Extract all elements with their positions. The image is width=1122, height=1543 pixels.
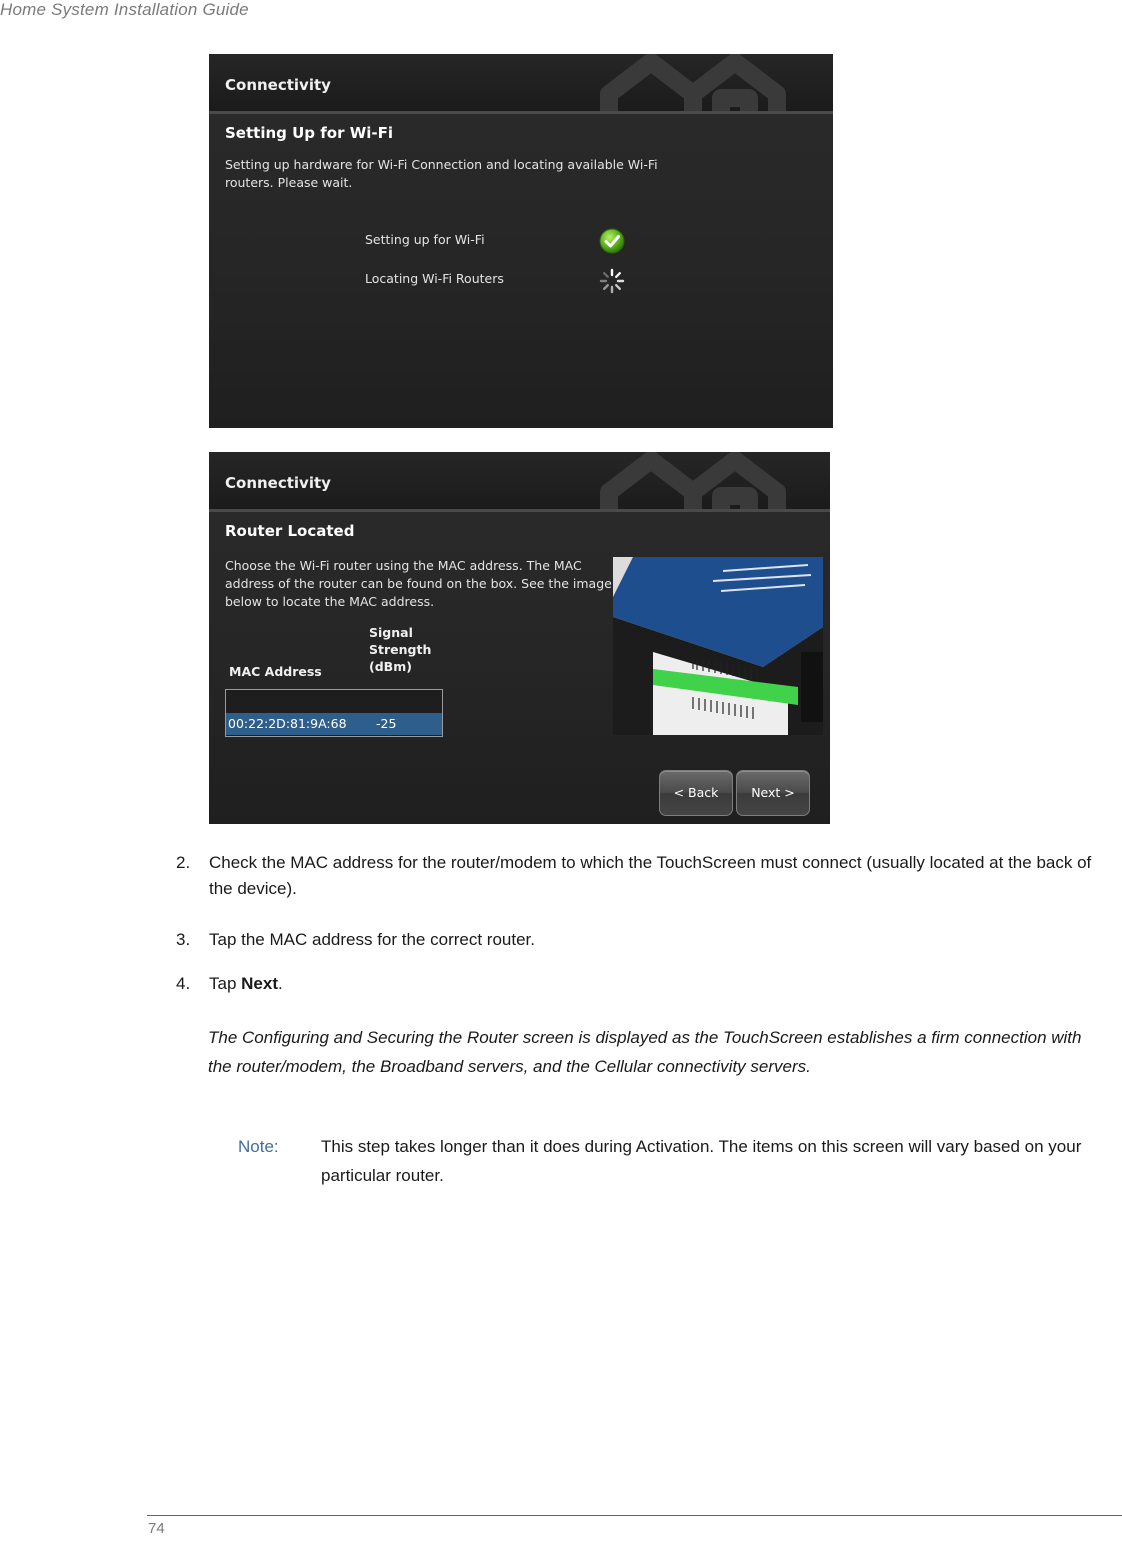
result-paragraph: The Configuring and Securing the Router screen is displayed as the TouchScreen establishes a firm connection with the router/modem, the Broadband servers, and the Cellular connectivity servers. <box>208 1028 1082 1076</box>
status-label-setup: Setting up for Wi-Fi <box>365 232 485 247</box>
router-row[interactable] <box>226 713 442 735</box>
step-item <box>176 971 1106 997</box>
house-logo-icon <box>589 54 799 111</box>
router-signal-strength: -25 <box>376 716 397 731</box>
step-text: Tap the MAC address for the correct router. <box>209 930 535 949</box>
app-title: Connectivity <box>225 474 331 492</box>
screen-description: Choose the Wi-Fi router using the MAC address. The MAC address of the router can be found on the box. See the image below to locate the MAC address. <box>225 558 612 609</box>
next-button[interactable]: Next > <box>736 770 810 816</box>
step-text: Check the MAC address for the router/modem to which the TouchScreen must connect (usually located at the back of the device). <box>209 853 1092 898</box>
app-title: Connectivity <box>225 76 331 94</box>
step-text-bold: Next <box>241 974 278 993</box>
house-logo-icon <box>589 452 799 509</box>
step-number: 3. <box>176 930 191 949</box>
column-header-signal: Signal Strength (dBm) <box>369 625 432 674</box>
step-number: 2. <box>176 853 191 872</box>
check-icon <box>599 228 625 254</box>
footer-divider <box>147 1515 1122 1516</box>
screen-description: Setting up hardware for Wi-Fi Connection and locating available Wi-Fi routers. Please wait. <box>225 157 658 190</box>
step-item <box>176 850 1106 902</box>
title-bar <box>209 452 830 512</box>
instruction-steps <box>176 850 1106 997</box>
spinner-icon <box>599 268 625 294</box>
step-text-suffix: . <box>278 974 283 993</box>
section-title: Router Located <box>225 522 355 540</box>
step-item <box>176 927 1106 953</box>
router-mac-address: 00:22:2D:81:9A:68 <box>228 716 347 731</box>
wifi-setup-screenshot <box>209 54 833 428</box>
router-located-screenshot <box>209 452 830 824</box>
running-header: Home System Installation Guide <box>0 0 249 19</box>
router-list <box>225 689 443 737</box>
router-box-photo <box>613 557 823 735</box>
title-bar <box>209 54 833 114</box>
section-title: Setting Up for Wi-Fi <box>225 124 393 142</box>
column-header-mac: MAC Address <box>229 664 322 679</box>
page-number: 74 <box>148 1520 165 1537</box>
back-button[interactable]: < Back <box>659 770 733 816</box>
step-number: 4. <box>176 974 191 993</box>
note-text: This step takes longer than it does during Activation. The items on this screen will vary based on your particular router. <box>321 1137 1082 1185</box>
status-label-locating: Locating Wi-Fi Routers <box>365 271 504 286</box>
note-label: Note: <box>238 1137 279 1156</box>
step-text-prefix: Tap <box>209 974 242 993</box>
